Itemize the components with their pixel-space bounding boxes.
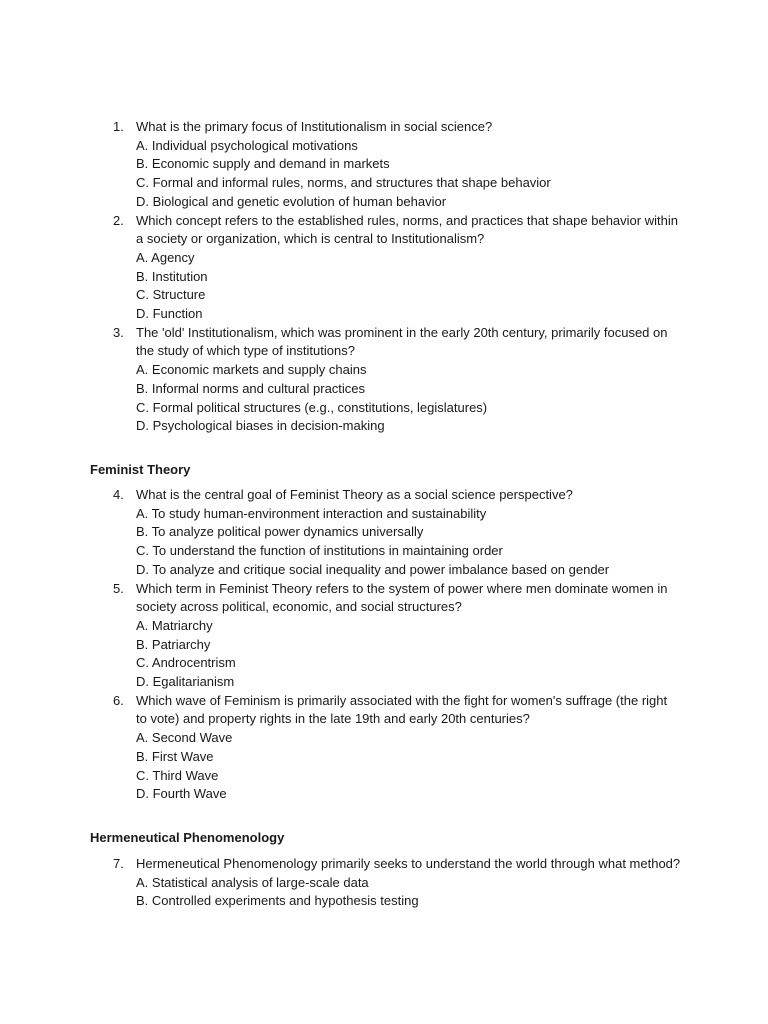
- answer-option: B. First Wave: [136, 748, 214, 764]
- answer-option: C. Third Wave: [136, 767, 219, 783]
- answer-option: B. Controlled experiments and hypothesis testing: [136, 893, 419, 909]
- question-number: 2.: [113, 212, 124, 228]
- question-number: 4.: [113, 487, 124, 502]
- answer-option: D. To analyze and critique social inequality and power imbalance based on gender: [136, 561, 610, 577]
- answer-option: D. Fourth Wave: [136, 786, 227, 802]
- answer-option: B. Institution: [136, 268, 208, 284]
- question-text: Which concept refers to the established rules, norms, and practices that shape behavior within a society or organization, which is central to Institutionalism?: [136, 212, 678, 247]
- answer-option: C. To understand the function of institutions in maintaining order: [136, 543, 503, 559]
- answer-option: A. To study human-environment interaction and sustainability: [136, 505, 487, 521]
- question-2: [0, 212, 768, 249]
- question-4: [0, 486, 768, 505]
- feminist-theory-question-list: [0, 486, 768, 804]
- question-7: [0, 855, 768, 874]
- answer-option: D. Psychological biases in decision-making: [136, 418, 385, 434]
- answer-option: B. Patriarchy: [136, 636, 211, 652]
- question-text: Which term in Feminist Theory refers to the system of power where men dominate women in society across political, economic, and social structures?: [136, 580, 668, 615]
- answer-option: D. Function: [136, 306, 203, 322]
- question-number: 6.: [113, 692, 124, 708]
- answer-option: C. Structure: [136, 287, 206, 303]
- answer-option: A. Individual psychological motivations: [136, 137, 358, 153]
- question-number: 3.: [113, 324, 124, 340]
- question-number: 7.: [113, 856, 124, 871]
- answer-option: D. Biological and genetic evolution of human behavior: [136, 193, 447, 209]
- hermeneutical-phenomenology-question-list: [0, 855, 768, 911]
- answer-option: C. Formal political structures (e.g., constitutions, legislatures): [136, 399, 488, 415]
- answer-option: A. Statistical analysis of large-scale data: [136, 874, 369, 890]
- answer-option: A. Agency: [136, 249, 195, 265]
- answer-option: A. Matriarchy: [136, 617, 213, 633]
- question-text: What is the central goal of Feminist Theory as a social science perspective?: [136, 487, 573, 502]
- answer-option: A. Economic markets and supply chains: [136, 362, 367, 378]
- answer-option: B. Economic supply and demand in markets: [136, 156, 390, 172]
- question-text: Which wave of Feminism is primarily associated with the fight for women's suffrage (the right to vote) and property rights in the late 19th and early 20th centuries?: [136, 692, 668, 727]
- question-number: 5.: [113, 580, 124, 596]
- answer-option: A. Second Wave: [136, 730, 233, 746]
- question-text: What is the primary focus of Institutionalism in social science?: [136, 119, 493, 134]
- question-number: 1.: [113, 119, 124, 134]
- section-heading-hermeneutical-phenomenology: Hermeneutical Phenomenology: [90, 830, 285, 845]
- question-text: Hermeneutical Phenomenology primarily seeks to understand the world through what method?: [136, 856, 681, 871]
- answer-option: C. Formal and informal rules, norms, and structures that shape behavior: [136, 175, 551, 191]
- question-1: [0, 118, 768, 137]
- answer-option: B. Informal norms and cultural practices: [136, 380, 366, 396]
- institutionalism-question-list: [0, 118, 768, 436]
- question-3: [0, 324, 768, 361]
- question-5: [0, 580, 768, 617]
- answer-option: C. Androcentrism: [136, 655, 236, 671]
- section-heading-feminist-theory: Feminist Theory: [90, 462, 191, 477]
- answer-option: D. Egalitarianism: [136, 674, 235, 690]
- question-text: The 'old' Institutionalism, which was prominent in the early 20th century, primarily focused on the study of which type of institutions?: [136, 324, 668, 359]
- question-6: [0, 692, 768, 729]
- answer-option: B. To analyze political power dynamics universally: [136, 524, 424, 540]
